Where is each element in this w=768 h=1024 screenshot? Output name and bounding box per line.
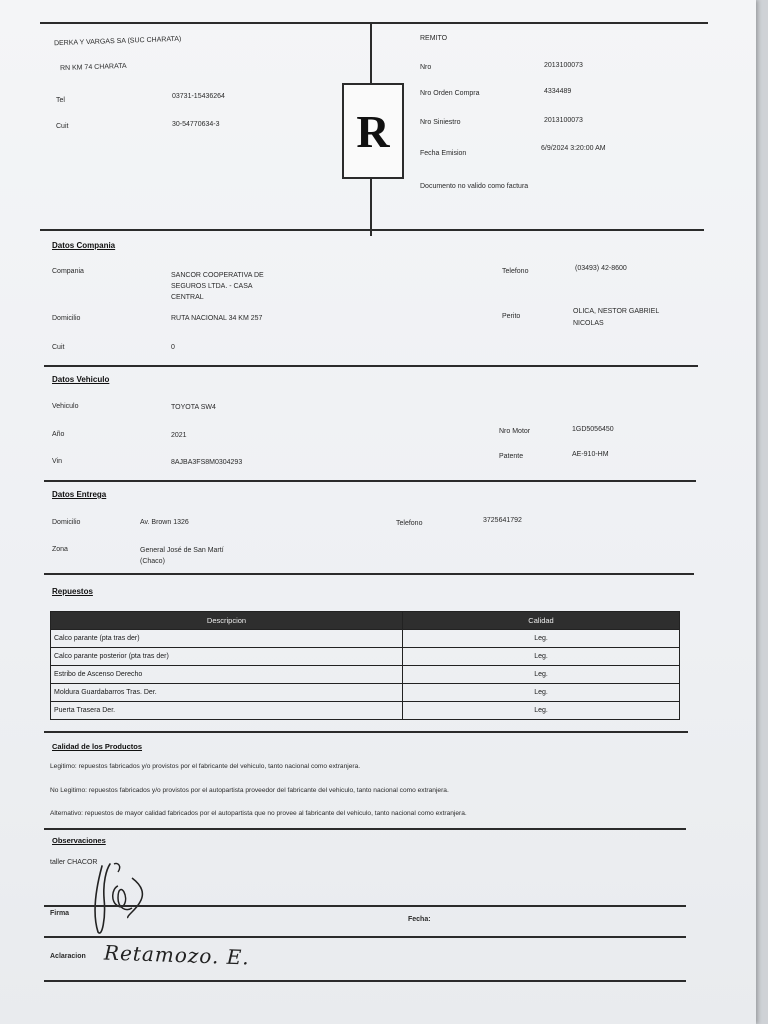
compania-value-2: SEGUROS LTDA. - CASA bbox=[171, 283, 253, 290]
parts-bottom-rule bbox=[44, 731, 688, 733]
company-bottom-rule bbox=[44, 365, 698, 367]
zona-value-2: (Chaco) bbox=[140, 558, 165, 565]
firma-label: Firma bbox=[50, 910, 70, 917]
section-parts-title: Repuestos bbox=[52, 587, 93, 596]
table-row bbox=[51, 702, 680, 720]
firma-line bbox=[44, 905, 686, 907]
part-description: Calco parante (pta tras der) bbox=[51, 630, 403, 648]
compania-label: Compania bbox=[52, 268, 84, 275]
part-description: Puerta Trasera Der. bbox=[51, 702, 403, 720]
vin-label: Vin bbox=[52, 458, 62, 465]
company-telefono-value: (03493) 42-8600 bbox=[575, 265, 627, 272]
orden-label: Nro Orden Compra bbox=[420, 90, 480, 97]
vehicle-bottom-rule bbox=[44, 480, 696, 482]
header-bottom-rule bbox=[40, 229, 704, 231]
part-quality: Leg. bbox=[403, 630, 680, 648]
section-delivery-title: Datos Entrega bbox=[52, 490, 107, 499]
document-letter: R bbox=[356, 105, 390, 157]
perito-label: Perito bbox=[502, 313, 521, 320]
section-company-title: Datos Compania bbox=[52, 241, 116, 250]
part-quality: Leg. bbox=[403, 684, 680, 702]
section-vehicle-title: Datos Vehiculo bbox=[52, 375, 110, 384]
tel-label: Tel bbox=[56, 97, 65, 104]
patente-value: AE-910-HM bbox=[572, 451, 609, 458]
section-quality-title: Calidad de los Productos bbox=[52, 742, 143, 751]
quality-line-alternativo: Alternativo: repuestos de mayor calidad fabricados por el autopartista que no provee al fabricante del vehiculo, tanto nacional como extranjera. bbox=[50, 810, 467, 817]
document-letter-box bbox=[342, 83, 404, 179]
nro-label: Nro bbox=[420, 64, 432, 71]
delivery-telefono-label: Telefono bbox=[396, 520, 423, 527]
company-domicilio-value: RUTA NACIONAL 34 KM 257 bbox=[171, 315, 263, 322]
company-domicilio-label: Domicilio bbox=[52, 315, 81, 322]
part-quality: Leg. bbox=[403, 666, 680, 684]
fecha-signature-label: Fecha: bbox=[408, 916, 431, 923]
part-description: Estribo de Ascenso Derecho bbox=[51, 666, 403, 684]
vehiculo-value: TOYOTA SW4 bbox=[171, 404, 216, 411]
perito-value-1: OLICA, NESTOR GABRIEL bbox=[573, 308, 660, 315]
fecha-label: Fecha Emision bbox=[420, 150, 467, 157]
handwritten-signature bbox=[88, 858, 158, 938]
compania-value-1: SANCOR COOPERATIVA DE bbox=[171, 272, 264, 279]
siniestro-label: Nro Siniestro bbox=[420, 119, 461, 126]
aclaracion-label: Aclaracion bbox=[50, 953, 86, 960]
top-rule bbox=[40, 22, 708, 24]
observations-text: taller CHACOR bbox=[50, 859, 98, 866]
quality-bottom-rule bbox=[44, 828, 686, 830]
company-cuit-label: Cuit bbox=[52, 344, 65, 351]
quality-line-no-legitimo: No Legitimo: repuestos fabricados y/o provistos por el autopartista proveedor del fabricante del vehiculo, tanto nacional como extranjera. bbox=[50, 787, 449, 794]
patente-label: Patente bbox=[499, 453, 524, 460]
motor-label: Nro Motor bbox=[499, 428, 531, 435]
fecha-value: 6/9/2024 3:20:00 AM bbox=[541, 145, 606, 152]
table-row bbox=[51, 666, 680, 684]
vin-value: 8AJBA3FS8M0304293 bbox=[171, 459, 243, 466]
firma-bottom-rule bbox=[44, 936, 686, 938]
part-description: Moldura Guardabarros Tras. Der. bbox=[51, 684, 403, 702]
vehiculo-label: Vehiculo bbox=[52, 403, 79, 410]
delivery-domicilio-value: Av. Brown 1326 bbox=[140, 519, 189, 526]
table-row bbox=[51, 630, 680, 648]
compania-value-3: CENTRAL bbox=[171, 294, 204, 301]
aclaracion-handwritten: Retamozo. E. bbox=[103, 940, 251, 970]
motor-value: 1GD5056450 bbox=[572, 426, 614, 433]
col-calidad: Calidad bbox=[403, 612, 680, 630]
parts-table-header bbox=[51, 612, 680, 630]
anio-label: Año bbox=[52, 431, 65, 438]
cuit-label: Cuit bbox=[56, 123, 69, 130]
part-quality: Leg. bbox=[403, 702, 680, 720]
quality-line-legitimo: Legitimo: repuestos fabricados y/o provistos por el fabricante del vehiculo, tanto nacional como extranjera. bbox=[50, 763, 361, 770]
company-cuit-value: 0 bbox=[171, 344, 175, 351]
section-observations-title: Observaciones bbox=[52, 836, 106, 845]
part-quality: Leg. bbox=[403, 648, 680, 666]
siniestro-value: 2013100073 bbox=[544, 117, 583, 124]
company-name: DERKA Y VARGAS SA (SUC CHARATA) bbox=[53, 35, 182, 48]
anio-value: 2021 bbox=[171, 432, 187, 439]
delivery-domicilio-label: Domicilio bbox=[52, 519, 81, 526]
invalid-note: Documento no valido como factura bbox=[420, 183, 529, 190]
tel-value: 03731-15436264 bbox=[172, 93, 225, 100]
orden-value: 4334489 bbox=[544, 88, 572, 95]
table-row bbox=[51, 648, 680, 666]
zona-label: Zona bbox=[52, 546, 68, 553]
part-description: Calco parante posterior (pta tras der) bbox=[51, 648, 403, 666]
cuit-value: 30-54770634-3 bbox=[172, 121, 220, 128]
delivery-telefono-value: 3725641792 bbox=[483, 517, 522, 524]
company-address: RN KM 74 CHARATA bbox=[59, 62, 127, 73]
table-row bbox=[51, 684, 680, 702]
doc-type: REMITO bbox=[420, 35, 448, 42]
col-descripcion: Descripcion bbox=[51, 612, 403, 630]
company-telefono-label: Telefono bbox=[502, 268, 529, 275]
nro-value: 2013100073 bbox=[544, 62, 583, 69]
delivery-bottom-rule bbox=[44, 573, 694, 575]
perito-value-2: NICOLAS bbox=[573, 320, 604, 327]
parts-table bbox=[50, 611, 680, 720]
bottom-rule bbox=[44, 980, 686, 982]
zona-value-1: General José de San Martí bbox=[140, 547, 224, 554]
